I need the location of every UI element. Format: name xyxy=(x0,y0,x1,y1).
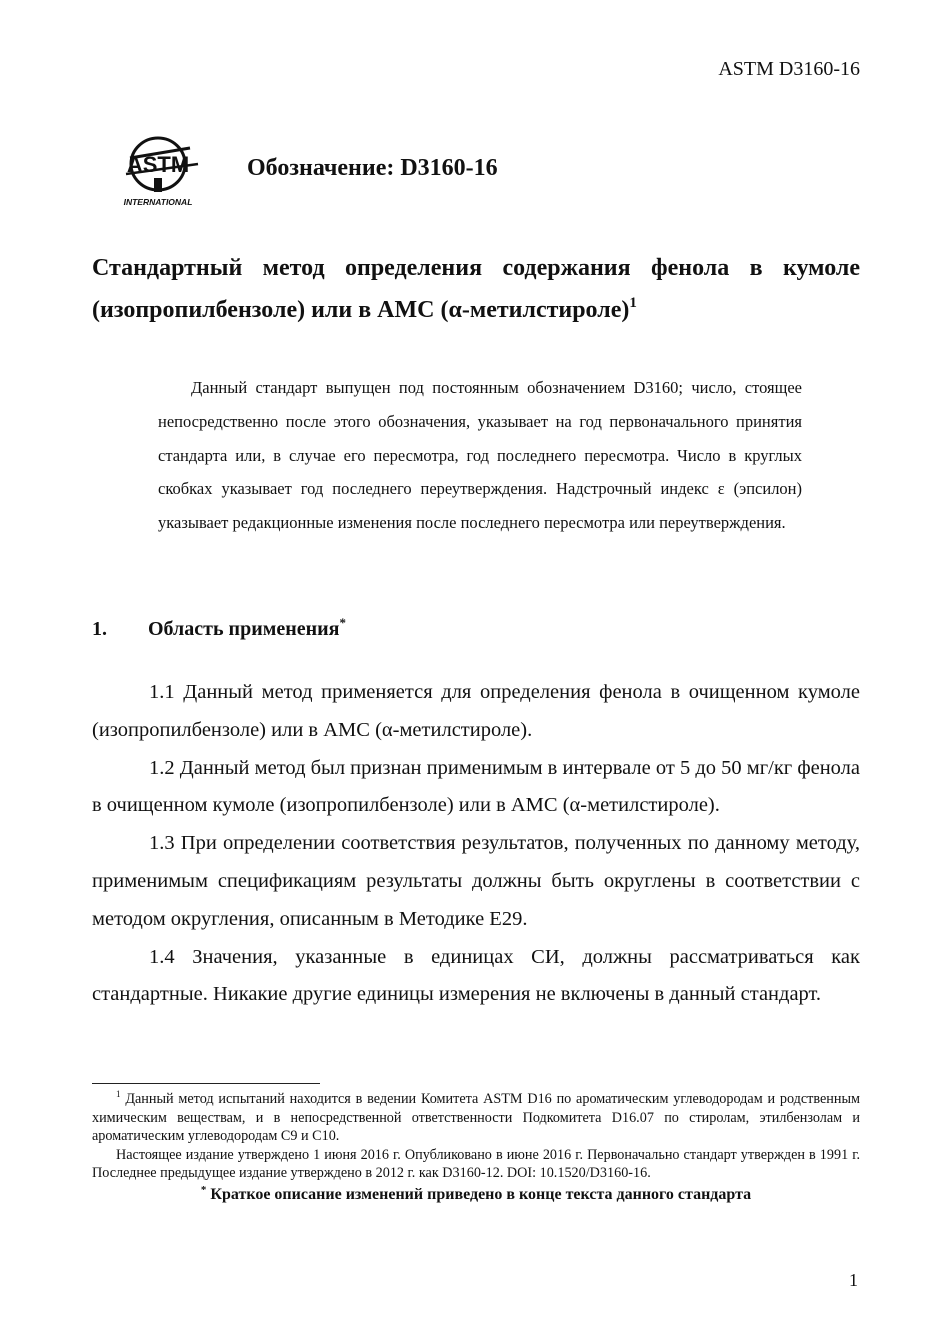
paragraph-1-3: 1.3 При определении соответствия результатов, полученных по данному методу, применимым спецификациям результаты должны быть округлены в соответствии с методом округления, описанным в Методике E29. xyxy=(92,832,860,930)
footnote-1-mark: 1 xyxy=(116,1089,121,1099)
paragraph-1-1: 1.1 Данный метод применяется для определения фенола в очищенном кумоле (изопропилбензоле) или в АМС (α-метилстироле). xyxy=(92,681,860,741)
document-title xyxy=(92,247,860,331)
paragraph-1-4: 1.4 Значения, указанные в единицах СИ, должны рассматриваться как стандартные. Никакие другие единицы измерения не включены в данный стандарт. xyxy=(92,945,860,1006)
designation-heading: Обозначение: D3160-16 xyxy=(247,155,498,181)
paragraph-1-2: 1.2 Данный метод был признан применимым в интервале от 5 до 50 мг/кг фенола в очищенном кумоле (изопропилбензоле) или в АМС (α-метилстироле). xyxy=(92,756,860,817)
footnote-summary-text: Краткое описание изменений приведено в конце текста данного стандарта xyxy=(210,1186,752,1203)
astm-logo xyxy=(118,134,202,208)
svg-text:INTERNATIONAL: INTERNATIONAL xyxy=(123,197,193,207)
title-footnote-mark: 1 xyxy=(629,295,637,311)
section-number: 1. xyxy=(92,618,107,640)
footnote-summary xyxy=(92,1186,860,1204)
footnote-1-text: Данный метод испытаний находится в ведении Комитета ASTM D16 по ароматическим углеводородам и родственным химическим веществам, и в непосредственной ответственности Подкомитета D16.07 по стиролам, этилбензолам и ароматическим углеводородам C9 и C10. xyxy=(92,1091,860,1145)
section-body xyxy=(92,674,860,1014)
document-code: ASTM D3160-16 xyxy=(718,58,860,80)
footnote-summary-mark: * xyxy=(200,1184,207,1196)
page-number: 1 xyxy=(849,1270,858,1290)
section-title xyxy=(148,615,346,641)
standard-notice: Данный стандарт выпущен под постоянным обозначением D3160; число, стоящее непосредственно после этого обозначения, указывает на год первоначального принятия стандарта или, в случае его пересмотра, год последнего пересмотра. Число в круглых скобках указывает год последнего переутверждения. Надстрочный индекс ε (эпсилон) указывает редакционные изменения после последнего пересмотра или переутверждения. xyxy=(158,378,802,533)
footnote-1-edition: Настоящее издание утверждено 1 июня 2016 г. Опубликовано в июне 2016 г. Первоначально стандарт утвержден в 1991 г. Последнее предыдущее издание утверждено в 2012 г. как D3160-12. DOI: 10.1520/D3160-16. xyxy=(92,1146,860,1182)
section-title-mark: * xyxy=(339,615,346,630)
footnotes xyxy=(92,1090,860,1183)
svg-text:ASTM: ASTM xyxy=(126,152,190,177)
footnote-divider xyxy=(92,1083,320,1084)
footnote-1 xyxy=(92,1090,860,1146)
section-title-text: Область применения xyxy=(148,618,340,640)
title-text: Стандартный метод определения содержания фенола в кумоле (изопропилбензоле) или в АМС (α-метилстироле) xyxy=(92,255,860,323)
astm-international-logo-icon xyxy=(118,134,202,208)
